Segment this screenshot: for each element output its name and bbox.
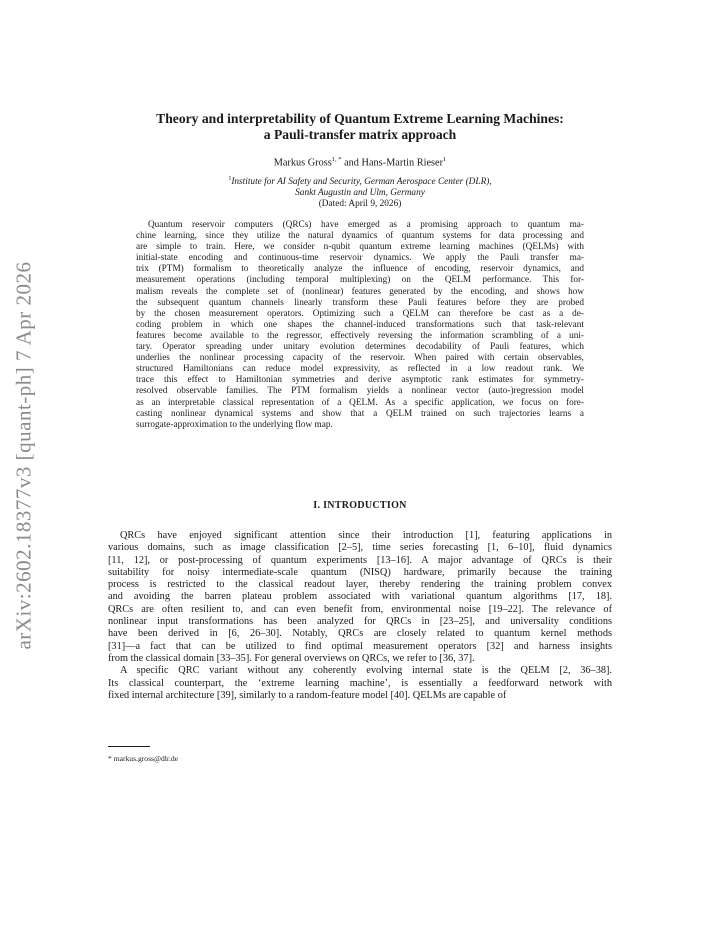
text-line: and avoiding the barren plateau problem associated with variational quantum algorithms [17, 18]. <box>108 591 612 603</box>
affiliation-line: Institute for AI Safety and Security, German Aerospace Center (DLR), <box>231 177 492 188</box>
author-mark: 1 <box>443 156 447 163</box>
text-line: by the chosen measurement operators. Optimizing such a QELM can therefore be cast as a de- <box>136 308 584 319</box>
arxiv-side-stamp <box>4 245 44 665</box>
author-name: Markus Gross <box>273 157 332 169</box>
text-line: [11, 12], or post-processing of quantum experiments [13–16]. A major advantage of QRCs is their <box>108 554 612 566</box>
text-line: the subsequent quantum channels linearly transform these Pauli features before they are probed <box>136 297 584 308</box>
author-mark: 1, * <box>331 156 342 163</box>
arxiv-identifier: arXiv:2602.18377v3 [quant-ph] 7 Apr 2026 <box>11 260 36 650</box>
text-line: initial-state encoding and continuous-time reservoir dynamics. We apply the Pauli transfer ma- <box>136 253 584 264</box>
text-line: underlies the nonlinear processing capacity of the reservoir. When paired with certain observables, <box>136 353 584 364</box>
text-line: Its classical counterpart, the ‘extreme learning machine’, is essentially a feedforward network with <box>108 677 612 689</box>
title-line: Theory and interpretability of Quantum Extreme Learning Machines: <box>156 111 564 126</box>
text-line: tary. Operator spreading under unitary evolution determines decodability of Pauli features, which <box>136 342 584 353</box>
text-line: trix (PTM) formalism to theoretically analyze the influence of encoding, reservoir dynamics, and <box>136 264 584 275</box>
text-line: QRCs are often resilient to, and can even benefit from, environmental noise [19–22]. The relevance of <box>108 603 612 615</box>
text-line: coding problem in which one shapes the channel-induced transformations such that task-relevant <box>136 319 584 330</box>
dated-line: (Dated: April 9, 2026) <box>318 199 402 209</box>
affiliation-line: Sankt Augustin and Ulm, Germany <box>295 188 425 199</box>
text-line: as an interpretable classical representation of a QELM. As a specific application, we focus on fore- <box>136 397 584 408</box>
text-line: features become available to the regressor, effectively reversing the information scrambling of a uni- <box>136 330 584 341</box>
text-line: chine learning, since they utilize the natural dynamics of quantum systems for data processing and <box>136 231 584 242</box>
text-line: suitability for noisy intermediate-scale quantum (NISQ) hardware, primarily because the training <box>108 566 612 578</box>
text-line: casting nonlinear dynamical systems and show that a QELM trained on such trajectories learns a <box>136 408 584 419</box>
text-line: malism reveals the complete set of (nonlinear) features generated by the encoding, and shows how <box>136 286 584 297</box>
author-list <box>108 156 612 168</box>
affiliation-mark: 1 <box>228 176 232 182</box>
introduction-text <box>108 530 612 702</box>
text-line: are simple to train. Here, we consider n-qubit quantum extreme learning machines (QELMs) with <box>136 242 584 253</box>
title-line: a Pauli-transfer matrix approach <box>263 127 457 142</box>
author-name: Hans-Martin Rieser <box>361 157 444 169</box>
author-joiner: and <box>341 157 362 169</box>
text-line: measurement operations (including temporal multiplexing) on the QELM performance. This for- <box>136 275 584 286</box>
footnote-rule <box>108 746 150 747</box>
text-line: structured Hamiltonians can reduce model expressivity, as reflected in a low readout rank. We <box>136 364 584 375</box>
text-line: trace this effect to Hamiltonian symmetries and derive asymptotic rank estimates for symmetry- <box>136 375 584 386</box>
abstract <box>136 220 584 431</box>
text-line: A specific QRC variant without any coherently evolving internal state is the QELM [2, 36–38]. <box>120 665 612 677</box>
affiliation <box>108 174 612 199</box>
text-line: resolved observable families. The PTM formalism yields a nonlinear vector (auto-)regression model <box>136 386 584 397</box>
text-line: have been derived in [6, 26–30]. Notably, QRCs are closely related to quantum kernel methods <box>108 628 612 640</box>
text-line: surrogate-approximation to the underlying flow map. <box>136 419 333 430</box>
text-line: nonlinear input transformations has been analyzed for QRCs in [23–25], and universality conditions <box>108 616 612 628</box>
text-line: QRCs have enjoyed significant attention since their introduction [1], featuring applications in <box>120 530 612 541</box>
text-line: fixed internal architecture [39], similarly to a random-feature model [40]. QELMs are capable of <box>108 689 507 701</box>
section-heading: I. INTRODUCTION <box>313 500 407 511</box>
text-line: various domains, such as image classification [2–5], time series forecasting [1, 6–10], fluid dynamics <box>108 542 612 554</box>
footnote: * markus.gross@dlr.de <box>108 754 179 763</box>
text-line: [31]—a fact that can be utilized to find optimal measurement operators [32] and harness insights <box>108 640 612 652</box>
text-line: from the classical domain [33–35]. For general overviews on QRCs, we refer to [36, 37]. <box>108 652 475 664</box>
paper-title <box>108 111 612 143</box>
text-line: process is restricted to the classical readout layer, thereby rendering the training problem convex <box>108 579 612 591</box>
text-line: Quantum reservoir computers (QRCs) have emerged as a promising approach to quantum ma- <box>148 220 584 230</box>
